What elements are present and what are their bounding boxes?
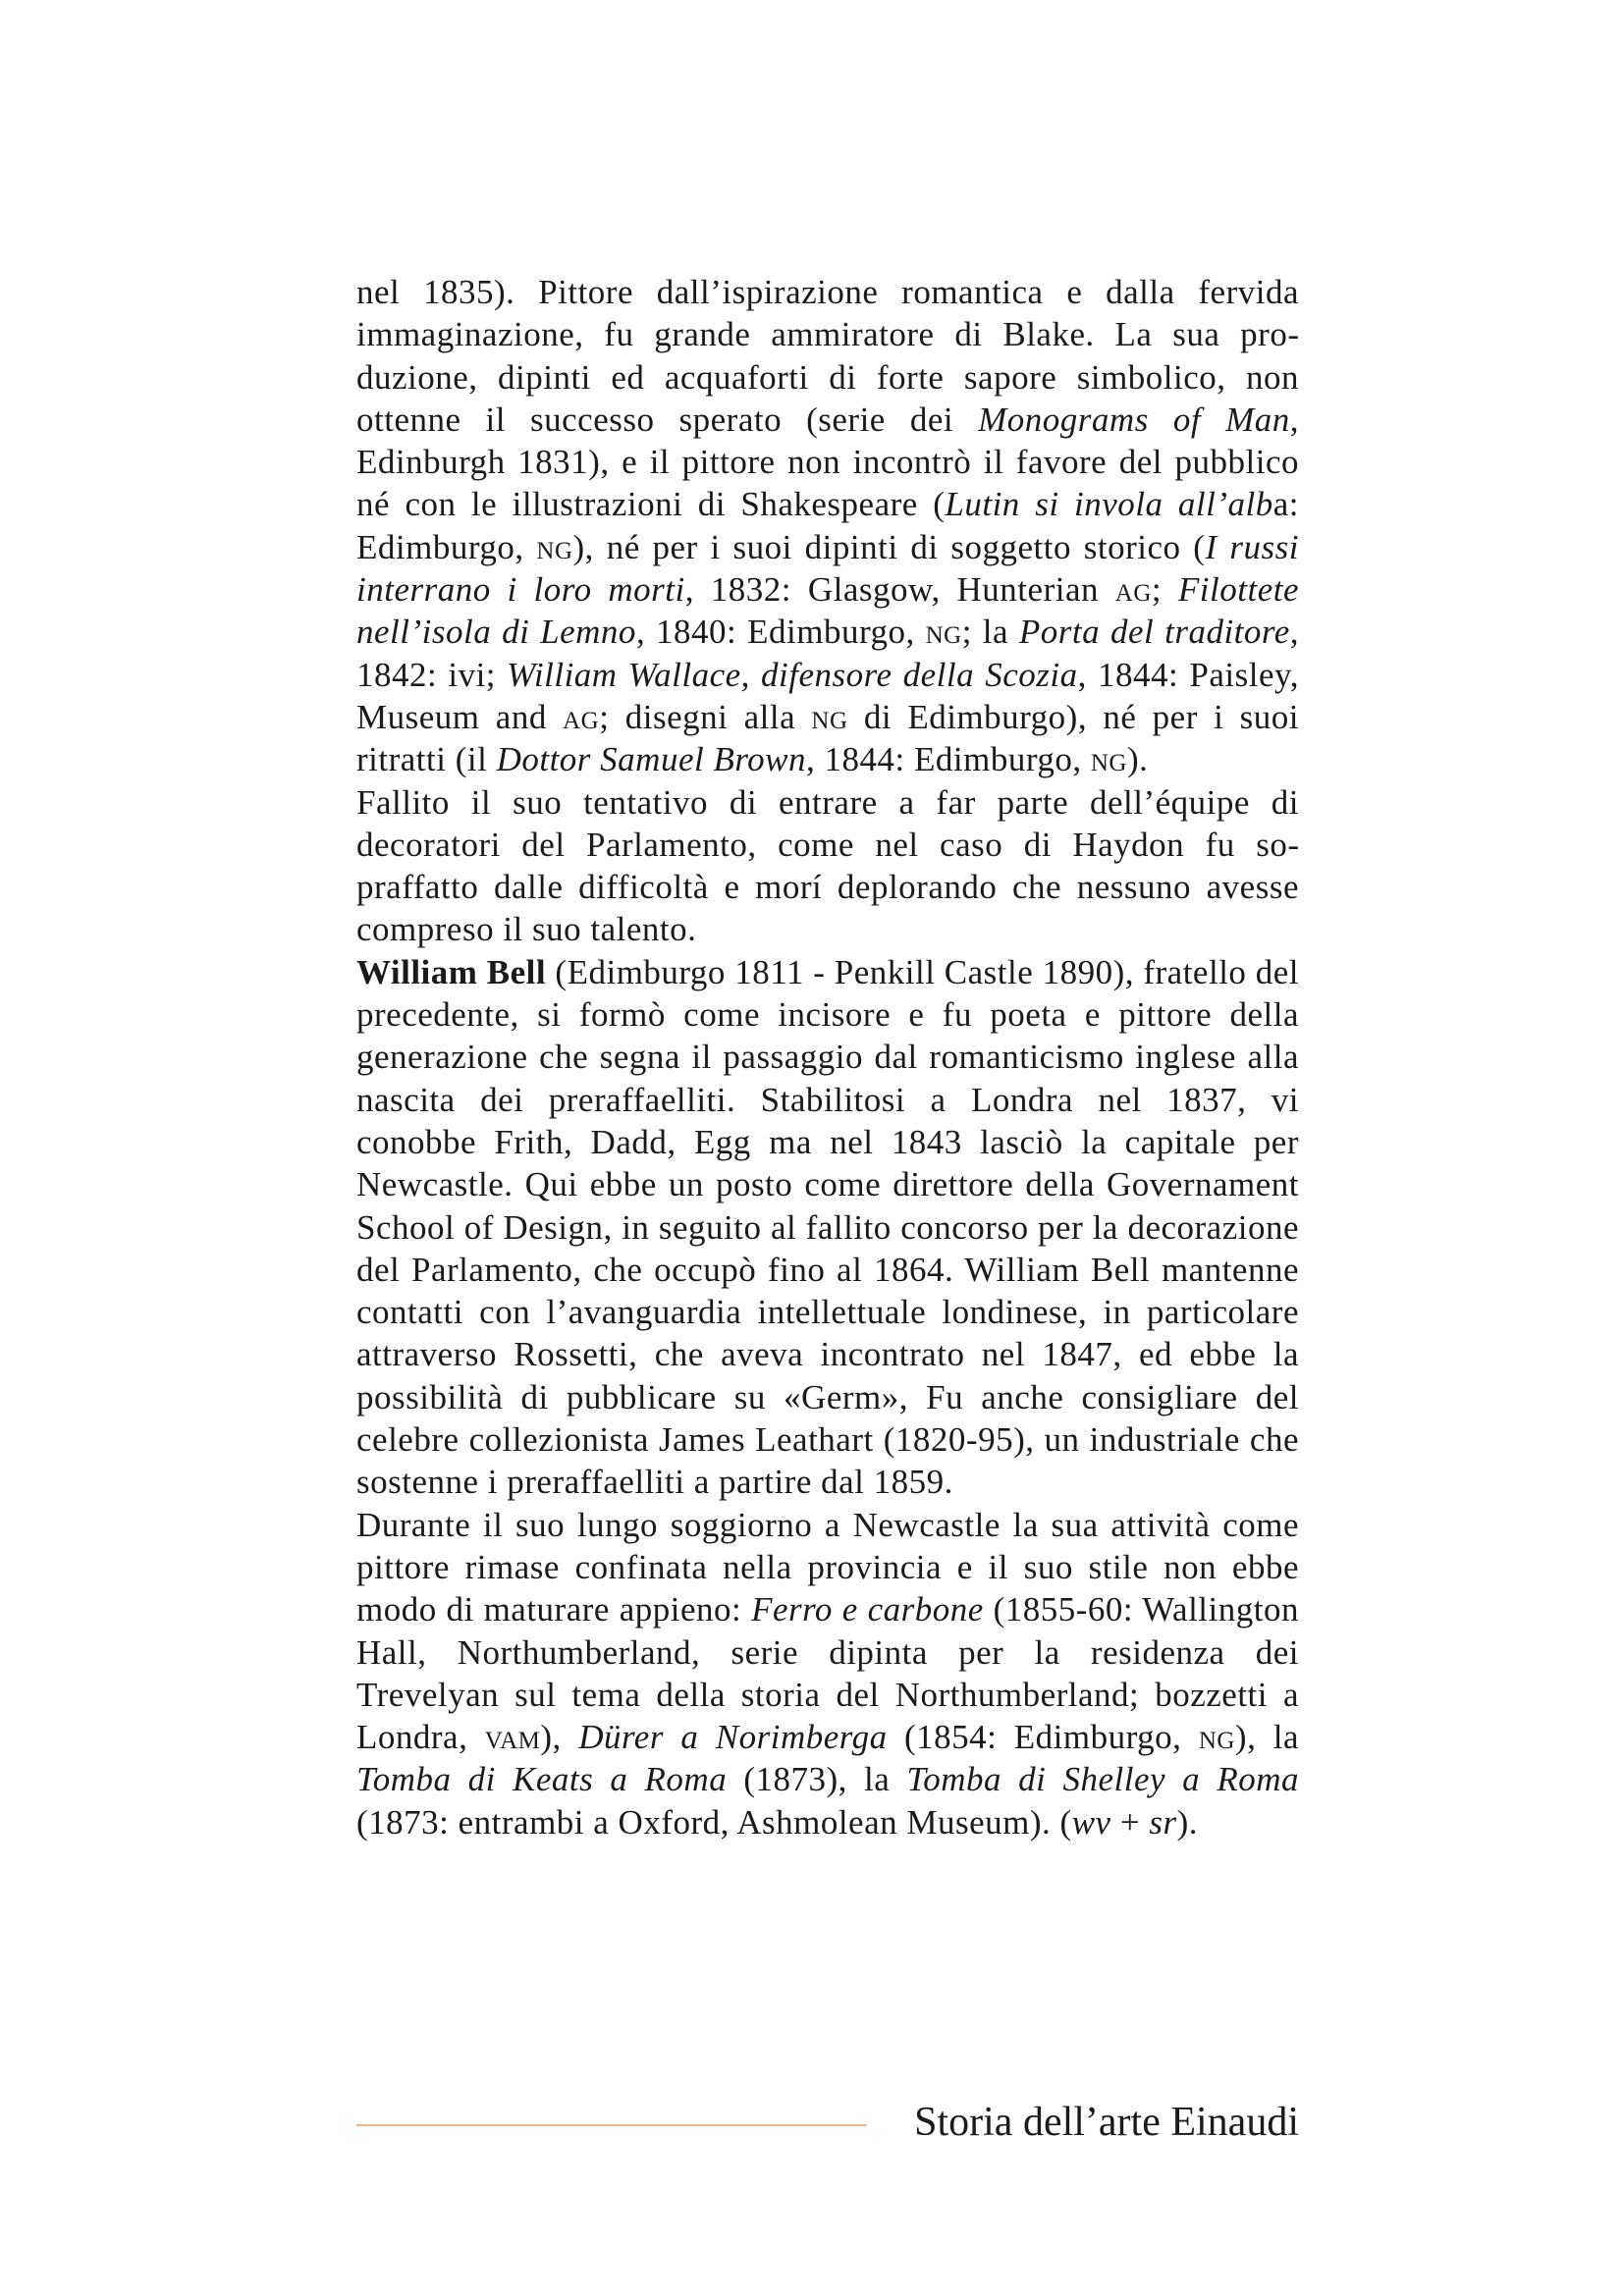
paragraph-bell-david-conclusion: Fallito il suo tentativo di entrare a far parte dell’équipe di decoratori del Parlamento, come nel caso di Haydon fu sopraffatto dalle difficoltà e morí deplorando che nessuno avesse compreso il suo talento.	[356, 782, 1299, 949]
italic-run: I russi interrano i loro morti	[356, 527, 1299, 610]
footer-title: Storia dell’arte Einaudi	[914, 2100, 1299, 2145]
italic-run: Tomba di Shelley a Roma	[906, 1760, 1299, 1799]
smallcaps-abbrev: ag	[1114, 570, 1152, 610]
italic-run: wv	[1071, 1802, 1111, 1842]
smallcaps-abbrev: ag	[563, 697, 600, 736]
footer-rule	[356, 2124, 867, 2126]
smallcaps-abbrev: ng	[1198, 1718, 1235, 1757]
paragraph-william-bell-biography: William Bell (Edimburgo 1811 - Penkill Castle 1890), fratello del precedente, si formò come incisore e fu poeta e pittore della generazione che segna il passaggio dal romanticismo inglese alla nascita dei preraffaelliti. Stabilitosi a Londra nel 1837, vi conobbe Frith, Dadd, Egg ma nel 1843 lasciò la capitale per Newcastle. Qui ebbe un posto come direttore della Governament School of Design, in seguito al fallito concorso per la decorazione del Parlamento, che occupò fino al 1864. William Bell mantenne contatti con l’avanguardia intellettuale londinese, in particolare attraverso Rossetti, che aveva incontrato nel 1847, ed ebbe la possibilità di pubblicare su «Germ», Fu anche consigliare del celebre collezionista James Leathart (1820-95), un industriale che sostenne i preraffaelliti a partire dal 1859.	[356, 952, 1300, 1502]
paragraph-william-bell-works: Durante il suo lungo soggiorno a Newcastle la sua attività come pittore rimase confinata nella provincia e il suo stile non ebbe modo di maturare appieno: Ferro e carbone (1855-60: Wallington Hall, Northumberland, serie dipinta per la residenza dei Trevelyan sul tema della storia del Northumberland; bozzetti a Londra, vam), Dürer a Norimberga (1854: Edimburgo, ng), la Tomba di Keats a Roma (1873), la Tomba di Shelley a Roma (1873: entrambi a Oxford, Ashmolean Museum). (wv + sr).	[356, 1505, 1299, 1842]
italic-run: Dürer a Norimberga	[578, 1718, 888, 1757]
italic-run: Filottete nell’isola di Lemno	[356, 570, 1299, 652]
italic-run: sr	[1149, 1802, 1177, 1842]
italic-run: Lutin si invola all’alb	[945, 485, 1273, 524]
paragraph-bell-david-continued: nel 1835). Pittore dall’ispirazione romantica e dalla fervida immaginazione, fu grande ammiratore di Blake. La sua produzione, dipinti ed acquaforti di forte sapore simbolico, non ottenne il successo sperato (serie dei Monograms of Man, Edinburgh 1831), e il pittore non incontrò il favore del pubblico né con le illustrazioni di Shakespeare (Lutin si invola all’alba: Edimburgo, ng), né per i suoi dipinti di soggetto storico (I russi interrano i loro morti, 1832: Glasgow, Hunterian ag; Filottete nell’isola di Lemno, 1840: Edimburgo, ng; la Porta del traditore, 1842: ivi; William Wallace, difensore della Scozia, 1844: Paisley, Museum and ag; disegni alla ng di Edimburgo), né per i suoi ritratti (il Dottor Samuel Brown, 1844: Edimburgo, ng).	[356, 273, 1300, 779]
smallcaps-abbrev: ng	[536, 527, 573, 566]
smallcaps-abbrev: ng	[1090, 740, 1127, 779]
smallcaps-abbrev: vam	[484, 1718, 541, 1757]
italic-run: Tomba di Keats a Roma	[356, 1760, 728, 1799]
bold-name: William Bell	[356, 952, 547, 991]
italic-run: Porta del traditore	[1018, 613, 1290, 652]
italic-run: Monograms of Man	[978, 400, 1290, 439]
text-column	[356, 271, 1299, 1843]
smallcaps-abbrev: ng	[811, 697, 848, 736]
italic-run: Ferro e carbone	[751, 1590, 984, 1629]
smallcaps-abbrev: ng	[925, 613, 962, 652]
italic-run: William Wallace, difensore della Scozia	[507, 655, 1078, 694]
italic-run: Dottor Samuel Brown	[496, 740, 807, 779]
